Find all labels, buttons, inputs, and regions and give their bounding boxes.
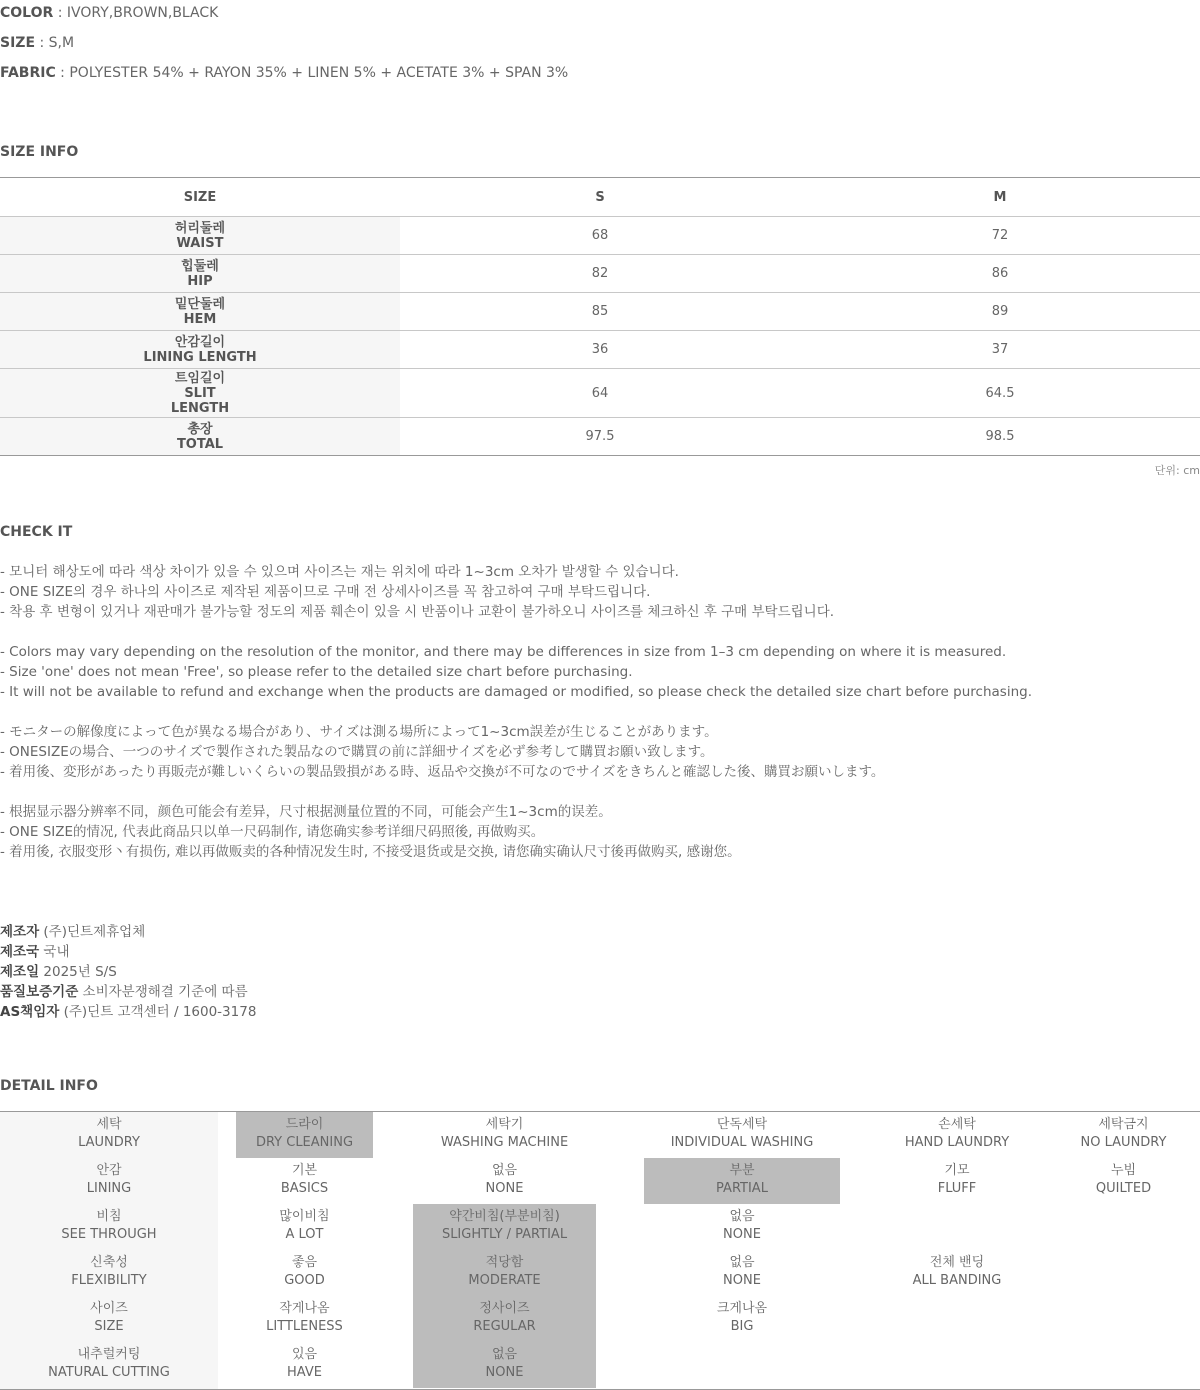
detail-label-ko: 내추럴커팅 [77,1347,141,1362]
detail-option-selected [236,1112,373,1158]
check-it-line: - ONESIZEの場合、一つのサイズで製作された製品なので購買の前に詳細サイズを必ず参考して購買お願い致します。 [0,744,714,760]
detail-label-en: PARTIAL [716,1181,768,1196]
detail-label-en: ALL BANDING [912,1273,1002,1288]
size-column-header: SIZE [0,178,400,217]
measurement-label [0,255,400,293]
check-it-heading: CHECK IT [0,524,73,540]
detail-option [413,1112,596,1158]
detail-label-en: NONE [485,1181,524,1196]
detail-option [1047,1158,1200,1204]
detail-option [1047,1112,1200,1158]
size-m-value: 64.5 [800,369,1200,418]
color-info [0,3,218,23]
check-it-line: - ONE SIZE的情况, 代表此商品只以单一尺码制作, 请您确实参考详细尺码照後, 再做购买。 [0,824,545,840]
check-it-line: - Colors may vary depending on the resolution of the monitor, and there may be differences in size from 1–3 cm depending on where it is measured. [0,644,1007,660]
manufacturer-label: AS책임자 [0,1004,60,1020]
check-it-line: - 根据显示器分辨率不同，颜色可能会有差异，尺寸根据测量位置的不同，可能会产生1~3cm的误差。 [0,804,612,820]
detail-option [644,1296,840,1342]
detail-category [0,1250,218,1296]
detail-label-ko: 세탁금지 [1098,1117,1149,1132]
detail-label-ko: 누빔 [1110,1163,1137,1178]
detail-category [0,1112,218,1158]
detail-label-ko: 세탁 [96,1117,122,1132]
measurement-label-ko: 총장 [187,421,213,437]
detail-label-ko: 비침 [96,1209,122,1224]
detail-label-ko: 없음 [729,1255,755,1270]
detail-label-en: SEE THROUGH [61,1227,157,1242]
detail-label-ko: 없음 [729,1209,755,1224]
detail-label-en: WASHING MACHINE [440,1135,569,1150]
detail-label-en: NATURAL CUTTING [48,1365,170,1380]
detail-label-en: REGULAR [473,1319,536,1334]
detail-label-ko: 부분 [729,1163,755,1178]
detail-label-ko: 손세탁 [938,1117,976,1132]
detail-label-en: FLUFF [937,1181,977,1196]
size-table-row [0,255,1200,293]
size-table-row [0,331,1200,369]
size-s-value: 64 [400,369,800,418]
detail-label-ko: 없음 [491,1347,518,1362]
measurement-label-ko: 허리둘레 [174,220,226,236]
manufacturer-value: (주)딘트제휴업체 [39,924,146,940]
size-info-heading: SIZE INFO [0,144,79,160]
check-it-line: - ONE SIZE의 경우 하나의 사이즈로 제작된 제품이므로 구매 전 상세사이즈를 꼭 참고하여 구매 부탁드립니다. [0,584,651,600]
size-label: SIZE [0,35,36,51]
detail-label-en: GOOD [284,1273,325,1288]
manufacturer-line [0,962,117,982]
detail-option [644,1112,840,1158]
size-info-line [0,33,74,53]
manufacturer-value: 소비자분쟁해결 기준에 따름 [78,984,248,1000]
manufacturer-value: 국내 [39,944,70,960]
check-it-line: - モニターの解像度によって色が異なる場合があり、サイズは測る場所によって1~3cm誤差が生じることがあります。 [0,724,718,740]
size-s-value: 36 [400,331,800,369]
measurement-label-ko: 힙둘레 [181,258,219,274]
manufacturer-value: 2025년 S/S [39,964,117,980]
detail-option [644,1204,840,1250]
size-m-value: 89 [800,293,1200,331]
size-s-value: 97.5 [400,418,800,456]
measurement-label [0,418,400,456]
detail-label-ko: 안감 [96,1163,122,1178]
size-table-row [0,217,1200,255]
detail-label-en: FLEXIBILITY [71,1273,147,1288]
measurement-label-ko: 안감길이 [174,334,226,350]
detail-label-ko: 있음 [291,1347,318,1362]
detail-label-en: LITTLENESS [266,1319,343,1334]
detail-option [413,1158,596,1204]
measurement-label-en: WAIST [176,235,224,251]
detail-label-en: HAND LAUNDRY [904,1135,1010,1150]
color-value: : IVORY,BROWN,BLACK [53,5,219,21]
detail-option [236,1204,373,1250]
detail-label-ko: 정사이즈 [479,1301,530,1316]
manufacturer-line [0,922,145,942]
detail-label-en: HAVE [287,1365,322,1380]
size-table-row [0,369,1200,418]
fabric-info [0,63,568,83]
color-label: COLOR [0,5,54,21]
size-m-value: 86 [800,255,1200,293]
size-m-value: 98.5 [800,418,1200,456]
measurement-label [0,369,400,418]
detail-label-ko: 기본 [291,1163,318,1178]
detail-label-ko: 좋음 [291,1255,318,1270]
detail-label-en: NONE [723,1273,761,1288]
detail-option [873,1112,1041,1158]
detail-label-en: MODERATE [468,1273,541,1288]
detail-label-ko: 사이즈 [90,1301,128,1316]
check-it-line: - 着用後, 衣服变形丶有损伤, 难以再做贩卖的各种情况发生时, 不接受退货或是交换, 请您确实确认尺寸後再做购买, 感谢您。 [0,844,741,860]
size-table [0,177,1200,456]
m-column-header: M [800,178,1200,217]
detail-label-en: DRY CLEANING [255,1135,354,1150]
detail-option [236,1158,373,1204]
measurement-label-en: HIP [187,273,213,289]
detail-label-ko: 적당함 [485,1255,524,1270]
detail-option [236,1342,373,1388]
size-m-value: 37 [800,331,1200,369]
size-table-row [0,293,1200,331]
detail-option [873,1250,1041,1296]
detail-label-ko: 기모 [944,1163,970,1178]
manufacturer-line [0,1002,256,1022]
detail-label-ko: 약간비침(부분비침) [449,1209,560,1224]
detail-label-en: NO LAUNDRY [1080,1135,1167,1150]
manufacturer-line [0,982,248,1002]
check-it-line: - 着用後、変形があったり再販売が難しいくらいの製品毀損がある時、返品や交換が不可なのでサイズをきちんと確認した後、購買お願いします。 [0,764,885,780]
detail-label-en: NONE [723,1227,761,1242]
size-s-value: 68 [400,217,800,255]
manufacturer-value: (주)딘트 고객센터 / 1600-3178 [59,1004,257,1020]
size-m-value: 72 [800,217,1200,255]
detail-category [0,1204,218,1250]
detail-category [0,1342,218,1388]
detail-label-en: BASICS [280,1181,329,1196]
detail-option-selected [413,1204,596,1250]
detail-label-ko: 세탁기 [485,1117,524,1132]
detail-option [873,1158,1041,1204]
detail-label-en: BIG [730,1319,754,1334]
detail-label-ko: 많이비침 [279,1209,330,1224]
measurement-label-en: LINING LENGTH [143,349,257,365]
detail-label-en: QUILTED [1095,1181,1152,1196]
manufacturer-label: 품질보증기준 [0,984,79,1000]
measurement-label-ko: 트임길이 [174,370,226,386]
detail-label-ko: 드라이 [285,1117,324,1132]
detail-option-selected [413,1296,596,1342]
size-table-row [0,418,1200,456]
detail-label-ko: 없음 [491,1163,518,1178]
detail-info-grid [0,1111,1200,1390]
check-it-line: - 모니터 해상도에 따라 색상 차이가 있을 수 있으며 사이즈는 재는 위치에 따라 1~3cm 오차가 발생할 수 있습니다. [0,564,679,580]
size-s-value: 82 [400,255,800,293]
detail-label-ko: 신축성 [90,1255,128,1270]
detail-label-en: SLIGHTLY / PARTIAL [441,1227,568,1242]
detail-label-en: A LOT [285,1227,324,1242]
manufacturer-label: 제조일 [0,964,40,980]
size-s-value: 85 [400,293,800,331]
manufacturer-label: 제조자 [0,924,40,940]
measurement-label-en: SLIT LENGTH [170,385,230,416]
size-value: : S,M [35,35,75,51]
measurement-label-en: TOTAL [176,436,224,452]
s-column-header: S [400,178,800,217]
measurement-label [0,217,400,255]
detail-label-en: NONE [485,1365,524,1380]
measurement-label-ko: 밑단둘레 [174,296,226,312]
detail-label-en: INDIVIDUAL WASHING [670,1135,814,1150]
fabric-value: : POLYESTER 54% + RAYON 35% + LINEN 5% + ACETATE 3% + SPAN 3% [55,65,569,81]
detail-label-en: SIZE [94,1319,124,1334]
measurement-label-en: HEM [183,311,217,327]
detail-category [0,1296,218,1342]
measurement-label [0,331,400,369]
manufacturer-line [0,942,70,962]
check-it-line: - 착용 후 변형이 있거나 재판매가 불가능할 정도의 제품 훼손이 있을 시 반품이나 교환이 불가하오니 사이즈를 체크하신 후 구매 부탁드립니다. [0,604,835,620]
detail-option-selected [413,1250,596,1296]
detail-label-ko: 작게나옴 [279,1301,330,1316]
detail-option [644,1250,840,1296]
check-it-line: - Size 'one' does not mean 'Free', so please refer to the detailed size chart before purchasing. [0,664,633,680]
detail-label-ko: 크게나옴 [716,1301,768,1316]
detail-label-en: LAUNDRY [78,1135,140,1150]
manufacturer-label: 제조국 [0,944,40,960]
detail-option [236,1296,373,1342]
detail-info-heading: DETAIL INFO [0,1078,98,1094]
detail-label-ko: 단독세탁 [716,1117,768,1132]
detail-option-selected [413,1342,596,1388]
measurement-label [0,293,400,331]
detail-label-en: LINING [86,1181,132,1196]
detail-category [0,1158,218,1204]
detail-option-selected [644,1158,840,1204]
detail-label-ko: 전체 밴딩 [929,1255,985,1270]
detail-option [236,1250,373,1296]
unit-note: 단위: cm [1154,464,1200,477]
check-it-line: - It will not be available to refund and exchange when the products are damaged or modified, so please check the detailed size chart before purchasing. [0,684,1032,700]
fabric-label: FABRIC [0,65,56,81]
